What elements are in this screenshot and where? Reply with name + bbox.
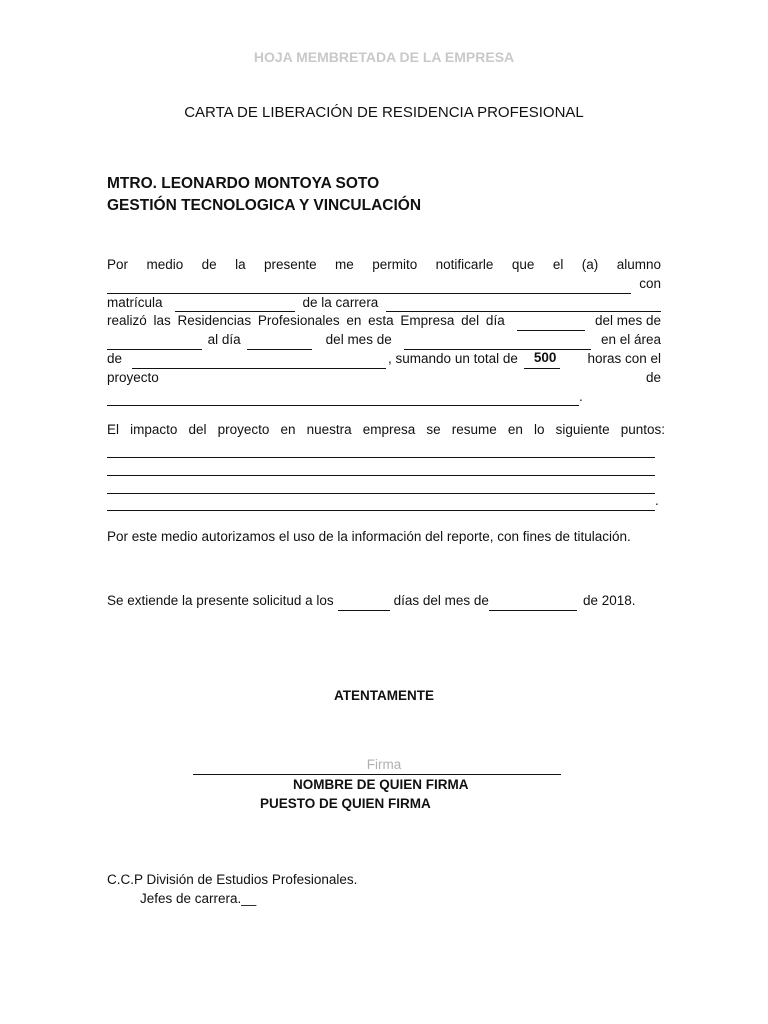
signature-placeholder[interactable]: Firma — [366, 757, 402, 772]
paragraph-line: El impacto del proyecto en nuestra empresa se resume en lo siguiente puntos: — [107, 422, 665, 437]
paragraph-text: matrícula — [107, 294, 163, 310]
matricula-blank[interactable] — [175, 297, 295, 312]
paragraph-line: Por medio de la presente me permito notificarle que el (a) alumno — [107, 257, 661, 272]
career-blank[interactable] — [386, 297, 661, 312]
paragraph-text: , sumando un total de — [388, 350, 518, 366]
paragraph-text: en el área — [600, 332, 661, 348]
paragraph-line — [107, 388, 661, 407]
paragraph-text: al día — [207, 332, 241, 348]
paragraph-text: Se extiende la presente solicitud a los — [107, 593, 334, 608]
paragraph-text: realizó las Residencias Profesionales en esta Empresa del día — [107, 313, 505, 329]
recipient-department: GESTIÓN TECNOLOGICA Y VINCULACIÓN — [107, 197, 422, 214]
area-blank[interactable] — [132, 354, 386, 369]
paragraph-text: con — [639, 275, 661, 291]
paragraph-text: proyecto — [107, 369, 159, 385]
paragraph-line — [107, 275, 661, 294]
notification-paragraph — [107, 256, 661, 406]
paragraph-line — [107, 369, 661, 388]
impact-line-4[interactable] — [107, 493, 655, 511]
issue-day-blank[interactable] — [338, 596, 390, 611]
document-title: CARTA DE LIBERACIÓN DE RESIDENCIA PROFESIONAL — [184, 104, 584, 121]
paragraph-text: de — [645, 369, 661, 385]
paragraph-line — [107, 350, 661, 369]
start-month-blank[interactable] — [107, 335, 202, 350]
closing-atentamente: ATENTAMENTE — [334, 688, 434, 703]
end-day-blank[interactable] — [247, 335, 312, 350]
paragraph-text: . — [655, 493, 659, 508]
start-day-blank[interactable] — [517, 316, 585, 331]
paragraph-text: . — [579, 388, 583, 404]
cc-line-1: C.C.P División de Estudios Profesionales. — [107, 872, 358, 887]
project-name-blank[interactable] — [107, 391, 579, 406]
impact-line-1[interactable] — [107, 440, 655, 458]
cc-line-2: Jefes de carrera.__ — [140, 891, 257, 906]
paragraph-text: de 2018. — [582, 593, 636, 608]
paragraph-text: de la carrera — [302, 294, 379, 310]
issue-month-blank[interactable] — [489, 596, 577, 611]
signer-position: PUESTO DE QUIEN FIRMA — [260, 796, 431, 811]
authorization-paragraph: Por este medio autorizamos el uso de la información del reporte, con fines de titulación. — [107, 529, 631, 544]
paragraph-text: del mes de — [594, 313, 661, 329]
signature-line — [193, 774, 561, 775]
issue-date-paragraph — [107, 592, 707, 611]
letterhead-placeholder: HOJA MEMBRETADA DE LA EMPRESA — [253, 49, 515, 65]
recipient-name: MTRO. LEONARDO MONTOYA SOTO — [107, 175, 380, 192]
student-name-blank[interactable] — [107, 279, 631, 294]
paragraph-text: del mes de — [325, 332, 392, 348]
paragraph-line — [107, 312, 661, 331]
paragraph-text: días del mes de — [393, 593, 489, 608]
impact-paragraph — [107, 421, 665, 511]
paragraph-line — [107, 294, 661, 313]
paragraph-text: horas con el — [587, 350, 661, 366]
paragraph-text: de — [107, 350, 123, 366]
impact-line-2[interactable] — [107, 458, 655, 476]
total-hours-value: 500 — [524, 349, 561, 369]
paragraph-line — [107, 331, 661, 350]
end-month-blank[interactable] — [404, 335, 591, 350]
impact-line-4-wrap — [107, 494, 665, 511]
impact-line-3[interactable] — [107, 476, 655, 494]
signer-name: NOMBRE DE QUIEN FIRMA — [293, 777, 469, 792]
